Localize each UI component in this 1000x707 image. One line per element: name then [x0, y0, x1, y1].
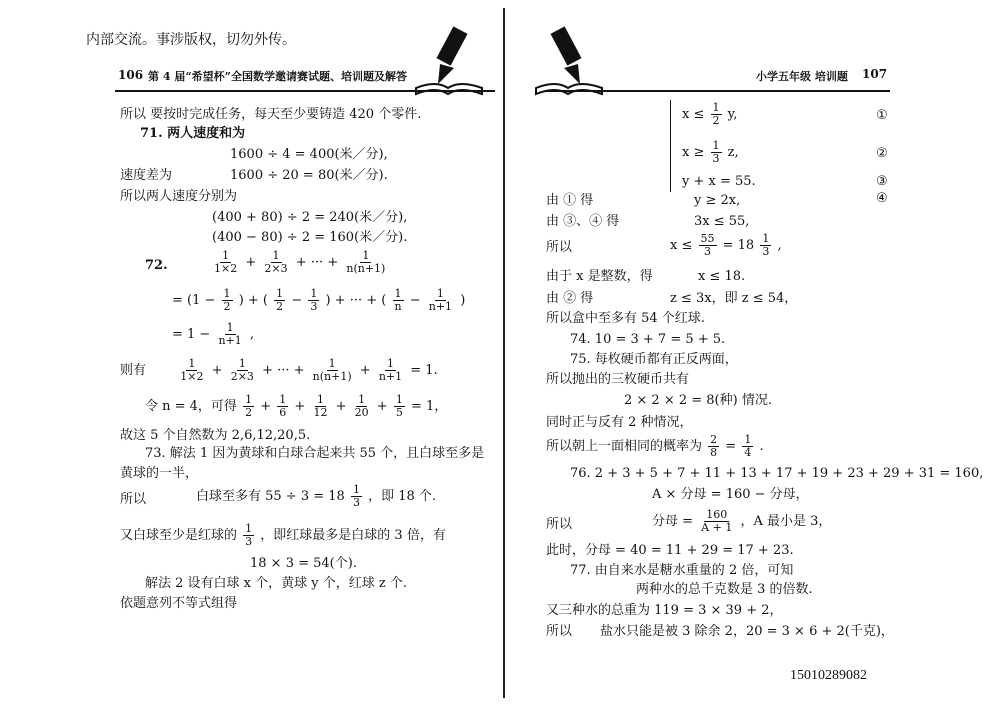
line: 此时，分母 = 40 = 11 + 29 = 17 + 23.	[546, 543, 794, 558]
line: 由 ② 得	[546, 291, 594, 306]
equation: 则有 $\frac{1}{1\times 2}$ + $\frac{1}{2\times 3}$ + ··· + $\frac{1}{n(n+1)}$ + $\frac{1}{n+1}$ = 1.	[120, 357, 438, 383]
equation: 2 × 2 × 2 = 8(种) 情况.	[624, 393, 772, 408]
line: 所以	[546, 517, 573, 532]
circle-number: ①	[876, 108, 888, 123]
line: 所以两人速度分别为	[120, 189, 238, 204]
equation: 3x ≤ 55,	[694, 214, 750, 229]
circle-number: ②	[876, 146, 888, 161]
equation: 令 n = 4，可得 $\frac{1}{2}$ + $\frac{1}{6}$ + $\frac{1}{12}$ + $\frac{1}{20}$ + $\frac{1}{5}$ = 1，	[145, 393, 448, 419]
equation: x ≤ 18.	[698, 269, 746, 284]
equation: A × 分母 = 160 − 分母，	[652, 487, 809, 502]
line: 所以	[546, 624, 573, 639]
equation: $\frac{1}{1\times 2}$ + $\frac{1}{2\times 3}$ + ··· + $\frac{1}{n(n+1)}$	[214, 249, 386, 275]
line: 同时正与反有 2 种情况，	[546, 415, 693, 430]
line: 由 ① 得	[546, 193, 594, 208]
circle-number: ③	[876, 174, 888, 189]
equation: (400 − 80) ÷ 2 = 160(米／分).	[212, 230, 408, 245]
equation: 1600 ÷ 20 = 80(米／分).	[230, 168, 388, 183]
right-header-title: 小学五年级 培训题	[756, 70, 848, 83]
equation: z ≤ 3x，即 z ≤ 54，	[670, 291, 798, 306]
line: 所以	[120, 492, 147, 507]
line: 又三种水的总重为 119 = 3 × 39 + 2，	[546, 603, 783, 618]
left-header-rule	[115, 90, 495, 92]
equation: x ≤ $\frac{55}{3}$ = 18 $\frac{1}{3}$ ,	[670, 232, 782, 258]
equation: y ≥ 2x,	[694, 193, 741, 208]
equation: 18 × 3 = 54(个).	[250, 556, 357, 571]
line: 所以盒中至多有 54 个红球.	[546, 311, 705, 326]
equation-3: y + x = 55.	[682, 174, 756, 189]
problem-71: 71. 两人速度和为	[140, 126, 246, 141]
line: 速度差为	[120, 168, 173, 183]
line: 由于 x 是整数，得	[546, 269, 653, 284]
pen-book-icon	[530, 22, 608, 100]
system-brace	[670, 100, 671, 192]
problem-75: 75. 每枚硬币都有正反两面，	[570, 352, 738, 367]
circle-number: ④	[876, 191, 888, 206]
page-spine	[503, 8, 505, 698]
equation: 又白球至少是红球的 $\frac{1}{3}$ ，即红球最多是白球的 3 倍，有	[120, 522, 446, 548]
problem-77: 77. 由自来水是糖水重量的 2 倍，可知	[570, 563, 794, 578]
watermark-text: 内部交流。事涉版权，切勿外传。	[86, 32, 296, 48]
equation: 白球至多有 55 ÷ 3 = 18 $\frac{1}{3}$ ，即 18 个.	[196, 483, 437, 509]
line: 故这 5 个自然数为 2,6,12,20,5.	[120, 428, 311, 443]
right-page-number: 107	[862, 67, 888, 81]
pen-book-icon	[410, 22, 488, 100]
line: 解法 2 设有白球 x 个，黄球 y 个，红球 z 个.	[145, 576, 407, 591]
problem-74: 74. 10 = 3 + 7 = 5 + 5.	[570, 332, 726, 347]
problem-73: 73. 解法 1 因为黄球和白球合起来共 55 个，且白球至多是	[145, 446, 485, 461]
line: 黄球的一半，	[120, 466, 199, 481]
left-header-title: 第 4 届“希望杯”全国数学邀请赛试题、培训题及解答	[148, 70, 407, 83]
inequality-1: x ≤ $\frac{1}{2}$ y,	[682, 101, 738, 127]
line: 依题意列不等式组得	[120, 596, 238, 611]
equation: = 1 − $\frac{1}{n+1}$ ,	[172, 321, 255, 347]
footer-number: 15010289082	[790, 668, 867, 683]
equation: 1600 ÷ 4 = 400(米／分),	[230, 147, 388, 162]
line: 所以 要按时完成任务，每天至少要铸造 420 个零件.	[120, 107, 422, 122]
line: 所以	[546, 240, 573, 255]
right-header-rule	[545, 90, 890, 92]
line: 所以抛出的三枚硬币共有	[546, 372, 690, 387]
problem-76: 76. 2 + 3 + 5 + 7 + 11 + 13 + 17 + 19 + 23 + 29 + 31 = 160,	[570, 466, 984, 481]
left-page-number: 106	[118, 68, 144, 82]
problem-72: 72.	[145, 258, 168, 273]
line: 由 ③、④ 得	[546, 214, 620, 229]
equation: 所以朝上一面相同的概率为 $\frac{2}{8}$ = $\frac{1}{4}$ .	[546, 433, 764, 459]
equation: 分母 = $\frac{160}{A + 1}$ ，A 最小是 3，	[652, 508, 832, 534]
line: 两种水的总千克数是 3 的倍数.	[636, 582, 813, 597]
equation: = (1 − $\frac{1}{2}$ ) + ( $\frac{1}{2}$ − $\frac{1}{3}$ ) + ··· + ( $\frac{1}{n}$ − $\frac{1}{n+1}$ )	[172, 287, 466, 313]
equation: 盐水只能是被 3 除余 2，20 = 3 × 6 + 2(千克)，	[600, 624, 894, 639]
inequality-2: x ≥ $\frac{1}{3}$ z,	[682, 139, 739, 165]
equation: (400 + 80) ÷ 2 = 240(米／分),	[212, 210, 408, 225]
